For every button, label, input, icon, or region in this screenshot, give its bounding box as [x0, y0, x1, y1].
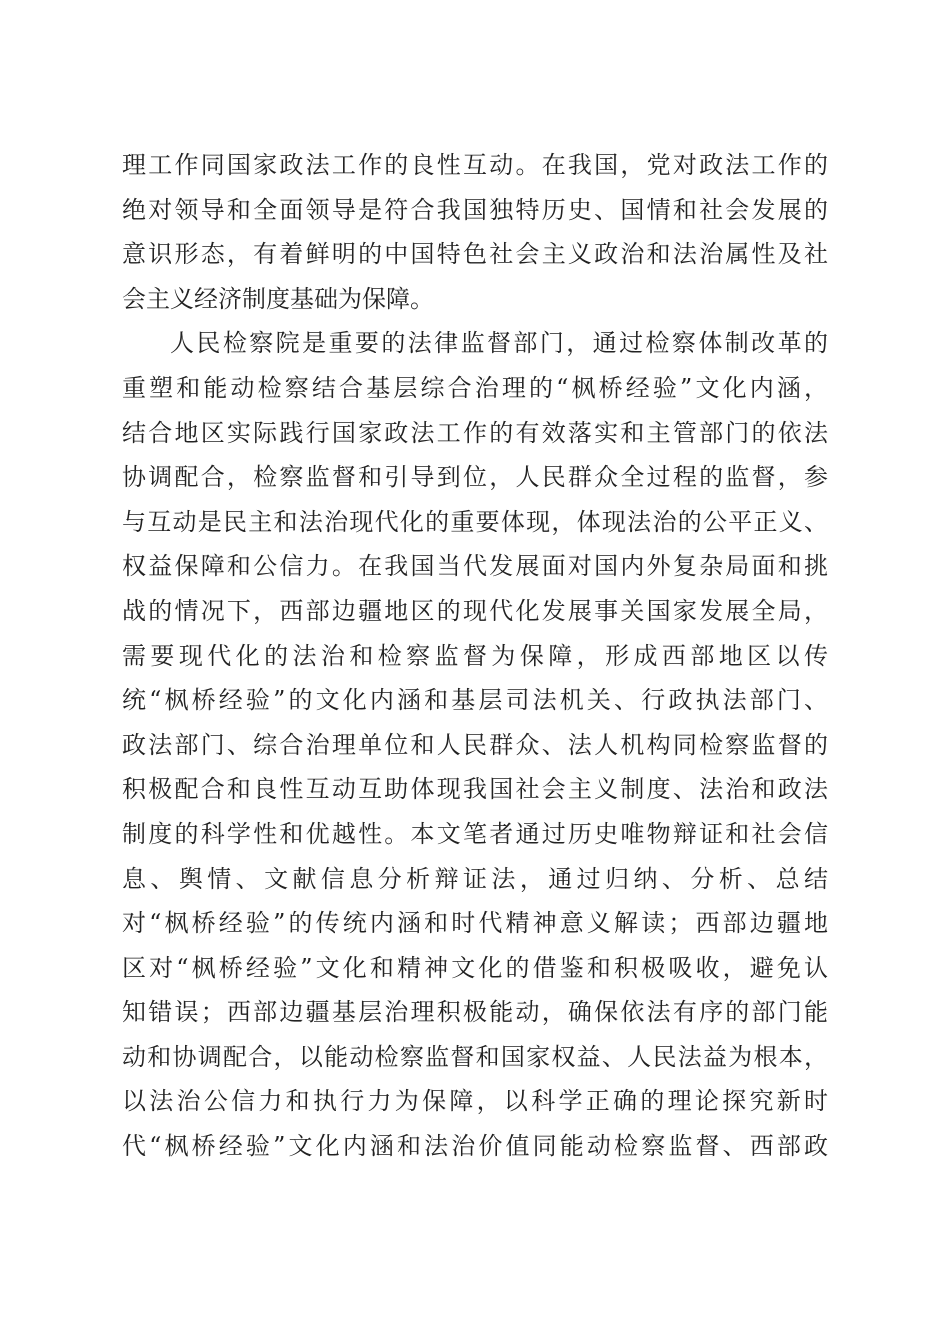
text-line: 结合地区实际践行国家政法工作的有效落实和主管部门的依法 [122, 418, 828, 447]
text-line: 与互动是民主和法治现代化的重要体现，体现法治的公平正义、 [122, 507, 828, 536]
text-line: 积极配合和良性互动互助体现我国社会主义制度、法治和政法 [122, 775, 828, 804]
text-line: 协调配合，检察监督和引导到位，人民群众全过程的监督，参 [122, 463, 828, 492]
text-line: 知错误；西部边疆基层治理积极能动，确保依法有序的部门能 [122, 998, 828, 1027]
text-line: 需要现代化的法治和检察监督为保障，形成西部地区以传 [122, 641, 828, 670]
text-line: 动和协调配合，以能动检察监督和国家权益、人民法益为根本， [122, 1042, 828, 1071]
text-line: 代“枫桥经验”文化内涵和法治价值同能动检察监督、西部政 [122, 1132, 828, 1161]
text-line: 人民检察院是重要的法律监督部门，通过检察体制改革的 [170, 329, 828, 358]
text-line: 意识形态，有着鲜明的中国特色社会主义政治和法治属性及社 [122, 240, 828, 269]
text-line: 对“枫桥经验”的传统内涵和时代精神意义解读；西部边疆地 [122, 909, 828, 938]
text-line: 会主义经济制度基础为保障。 [122, 284, 434, 313]
text-line: 统“枫桥经验”的文化内涵和基层司法机关、行政执法部门、 [122, 686, 828, 715]
text-line: 理工作同国家政法工作的良性互动。在我国，党对政法工作的 [122, 151, 828, 179]
paragraph-1 [122, 143, 828, 321]
text-line: 重塑和能动检察结合基层综合治理的“枫桥经验”文化内涵， [122, 373, 828, 402]
text-line: 制度的科学性和优越性。本文笔者通过历史唯物辩证和社会信 [122, 819, 828, 848]
text-line: 绝对领导和全面领导是符合我国独特历史、国情和社会发展的 [122, 195, 828, 224]
text-line: 权益保障和公信力。在我国当代发展面对国内外复杂局面和挑 [122, 552, 828, 581]
body-text [122, 143, 828, 1169]
paragraph-2 [122, 321, 828, 1168]
text-line: 政法部门、综合治理单位和人民群众、法人机构同检察监督的 [122, 730, 828, 759]
text-line: 战的情况下，西部边疆地区的现代化发展事关国家发展全局， [122, 596, 828, 625]
text-line: 以法治公信力和执行力为保障，以科学正确的理论探究新时 [122, 1087, 828, 1116]
text-line: 息、舆情、文献信息分析辩证法，通过归纳、分析、总结 [122, 864, 828, 893]
text-line: 区对“枫桥经验”文化和精神文化的借鉴和积极吸收，避免认 [122, 953, 828, 982]
